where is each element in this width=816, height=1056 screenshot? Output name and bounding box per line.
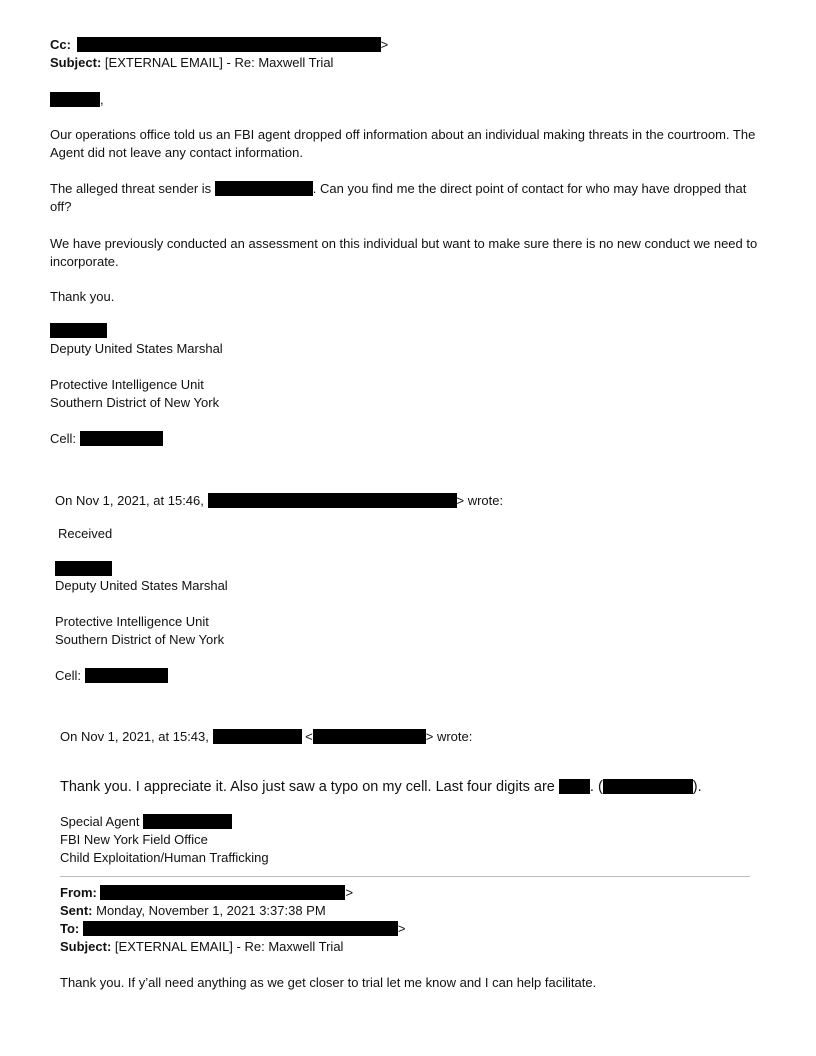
- cell-label: Cell:: [55, 668, 82, 683]
- greeting: [50, 91, 104, 108]
- redaction-block: [208, 493, 457, 508]
- sig-title: Deputy United States Marshal: [50, 341, 223, 356]
- reply2-sig-title: [60, 813, 232, 830]
- greeting-comma: ,: [100, 92, 104, 107]
- to-label: To:: [60, 921, 80, 936]
- reply2-sig-unit: Child Exploitation/Human Trafficking: [60, 850, 269, 865]
- redaction-block: [77, 37, 381, 52]
- sig-title-text: Special Agent: [60, 814, 140, 829]
- redaction-block: [100, 885, 345, 900]
- para2-text-before: The alleged threat sender is: [50, 181, 215, 196]
- sig-cell: [50, 430, 163, 447]
- message1-para3: We have previously conducted an assessment on this individual but want to make sure there is no new conduct we need to incorporate.: [50, 236, 758, 269]
- reply1-sig-district: Southern District of New York: [55, 632, 225, 647]
- cc-close: >: [380, 37, 389, 52]
- reply2-sig-office: FBI New York Field Office: [60, 832, 208, 847]
- subject-label: Subject:: [50, 55, 102, 70]
- redaction-block: [313, 729, 426, 744]
- reply2-body-mid: . (: [589, 779, 603, 795]
- reply1-body: Received: [58, 526, 113, 541]
- to-close: >: [397, 921, 406, 936]
- reply1-sender-name: [55, 560, 112, 577]
- sent-label: Sent:: [60, 903, 93, 918]
- reply1-sig-cell: [55, 667, 168, 684]
- sender-name: [50, 322, 107, 339]
- reply1-on: On Nov 1, 2021, at 15:46,: [55, 493, 204, 508]
- subject-text: [EXTERNAL EMAIL] - Re: Maxwell Trial: [114, 939, 344, 954]
- redaction-block: [50, 323, 107, 338]
- divider: [60, 876, 750, 877]
- from-close: >: [345, 885, 354, 900]
- subject-label: Subject:: [60, 939, 112, 954]
- redaction-block: [143, 814, 232, 829]
- message1-para2: [50, 180, 770, 216]
- orig-subject-line: [60, 938, 343, 955]
- redaction-block: [80, 431, 163, 446]
- reply1-sig-title: Deputy United States Marshal: [55, 578, 228, 593]
- cell-label: Cell:: [50, 431, 77, 446]
- subject-line: [50, 54, 333, 71]
- reply2-body-end: ).: [692, 779, 702, 795]
- redaction-block: [213, 729, 302, 744]
- reply1-wrote: > wrote:: [456, 493, 504, 508]
- redaction-block: [55, 561, 112, 576]
- cc-label: Cc:: [50, 37, 71, 52]
- redaction-block: [215, 181, 313, 196]
- sig-district: Southern District of New York: [50, 395, 220, 410]
- subject-text: [EXTERNAL EMAIL] - Re: Maxwell Trial: [104, 55, 334, 70]
- redaction-block: [50, 92, 100, 107]
- redaction-block: [83, 921, 398, 936]
- cc-line: [50, 36, 388, 53]
- reply2-wrote: > wrote:: [425, 729, 473, 744]
- orig-body: Thank you. If y’all need anything as we get closer to trial let me know and I can help facilitate.: [60, 975, 597, 990]
- reply1-sig-unit: Protective Intelligence Unit: [55, 614, 209, 629]
- reply2-lt: <: [305, 729, 313, 744]
- from-label: From:: [60, 885, 97, 900]
- reply2-body-before: Thank you. I appreciate it. Also just saw a typo on my cell. Last four digits are: [60, 779, 559, 795]
- redaction-block: [603, 779, 693, 794]
- sent-value: Monday, November 1, 2021 3:37:38 PM: [96, 903, 326, 918]
- orig-sent-line: [60, 902, 326, 919]
- para2-text-after: . Can you find me the direct point of contact for who may have dropped that off?: [50, 181, 747, 214]
- message1-thanks: Thank you.: [50, 289, 115, 304]
- message1-para1: Our operations office told us an FBI agent dropped off information about an individual making threats in the courtroom. The Agent did not leave any contact information.: [50, 127, 756, 160]
- redaction-block: [559, 779, 590, 794]
- orig-to-line: [60, 920, 405, 937]
- redaction-block: [85, 668, 168, 683]
- reply2-body: [60, 779, 702, 796]
- orig-from-line: [60, 884, 353, 901]
- reply2-header: [60, 728, 472, 745]
- reply2-on: On Nov 1, 2021, at 15:43,: [60, 729, 209, 744]
- reply1-header: [55, 492, 503, 509]
- sig-unit: Protective Intelligence Unit: [50, 377, 204, 392]
